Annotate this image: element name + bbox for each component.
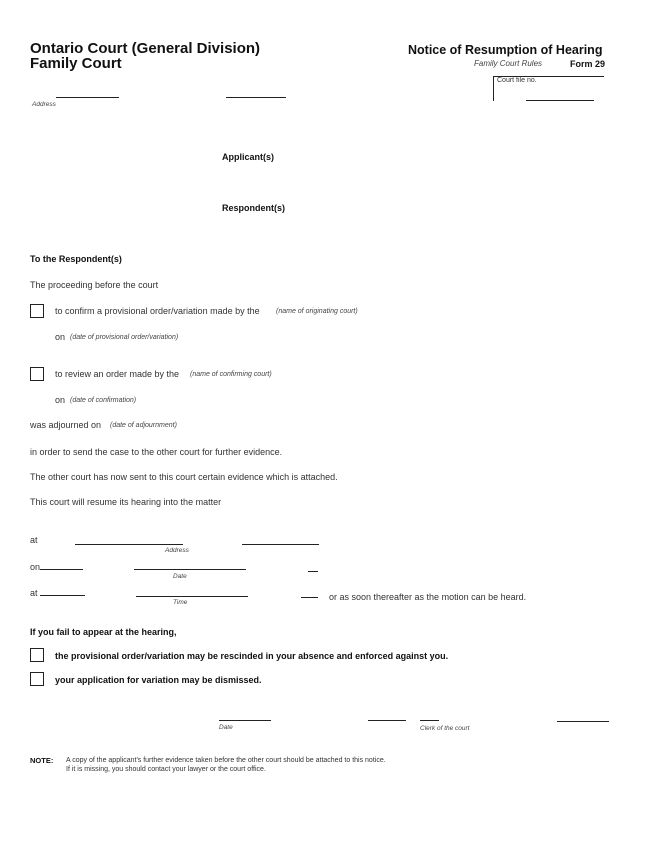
address-caption: Address: [165, 547, 189, 554]
other-court-text: The other court has now sent to this court certain evidence which is attached.: [30, 472, 338, 482]
sign-year-field[interactable]: [420, 720, 439, 721]
court-file-label: Court file no.: [497, 77, 537, 84]
clerk-signature-field[interactable]: [557, 721, 609, 722]
confirmation-date-hint: (date of confirmation): [70, 397, 137, 404]
confirm-checkbox[interactable]: [30, 304, 44, 318]
rescind-checkbox[interactable]: [30, 648, 44, 662]
adjourned-hint: (date of adjournment): [110, 422, 177, 429]
court-file-field[interactable]: [526, 100, 594, 101]
sign-day-field[interactable]: [368, 720, 406, 721]
court-division: Family Court: [30, 55, 122, 72]
sign-date-field[interactable]: [219, 720, 271, 721]
year-field[interactable]: [308, 571, 318, 572]
rules-label: Family Court Rules: [474, 59, 543, 68]
at-field[interactable]: [40, 595, 85, 596]
hearing-time-field[interactable]: [136, 596, 248, 597]
review-hint: (name of confirming court): [190, 371, 272, 378]
note-label: NOTE:: [30, 756, 54, 765]
sign-date-caption: Date: [219, 724, 233, 731]
time-caption: Time: [173, 599, 188, 606]
dismiss-checkbox[interactable]: [30, 672, 44, 686]
proceeding-text: The proceeding before the court: [30, 280, 159, 290]
day-field[interactable]: [40, 569, 83, 570]
hearing-date-field[interactable]: [134, 569, 246, 570]
applicant-label: Applicant(s): [222, 152, 275, 162]
to-respondent-heading: To the Respondent(s): [30, 254, 122, 264]
confirm-hint: (name of originating court): [276, 308, 358, 315]
hearing-address-field-2[interactable]: [242, 544, 319, 545]
provisional-date-hint: (date of provisional order/variation): [70, 334, 179, 341]
address-field-1[interactable]: [56, 97, 119, 98]
review-text: to review an order made by the: [55, 369, 180, 379]
on-label-3: on: [30, 562, 41, 572]
address-label: Address: [32, 101, 56, 108]
hearing-address-field[interactable]: [75, 544, 183, 545]
form-number: Form 29: [570, 59, 606, 69]
date-caption: Date: [173, 573, 187, 580]
note-line-2: If it is missing, you should contact your lawyer or the court office.: [66, 766, 266, 773]
court-name: Ontario Court (General Division): [30, 40, 261, 57]
respondent-label: Respondent(s): [222, 203, 285, 213]
order-send-text: in order to send the case to the other court for further evidence.: [30, 447, 283, 457]
address-field-2[interactable]: [226, 97, 286, 98]
as-soon-text: or as soon thereafter as the motion can be heard.: [329, 592, 527, 602]
adjourned-text: was adjourned on: [30, 420, 102, 430]
note-line-1: A copy of the applicant's further evidence taken before the other court should be attached to this notice.: [66, 757, 386, 764]
review-checkbox[interactable]: [30, 367, 44, 381]
on-label-2: on: [55, 395, 66, 405]
dismiss-text: your application for variation may be dismissed.: [55, 675, 262, 685]
confirm-text: to confirm a provisional order/variation made by the: [55, 306, 260, 316]
fail-heading: If you fail to appear at the hearing,: [30, 627, 177, 637]
am-pm-field[interactable]: [301, 597, 318, 598]
form-title: Notice of Resumption of Hearing: [408, 43, 603, 57]
resume-text: This court will resume its hearing into the matter: [30, 497, 222, 507]
at-label-2: at: [30, 588, 38, 598]
rescind-text: the provisional order/variation may be rescinded in your absence and enforced against you.: [55, 651, 449, 661]
clerk-caption: Clerk of the court: [420, 725, 470, 732]
on-label-1: on: [55, 332, 66, 342]
at-label-1: at: [30, 535, 38, 545]
